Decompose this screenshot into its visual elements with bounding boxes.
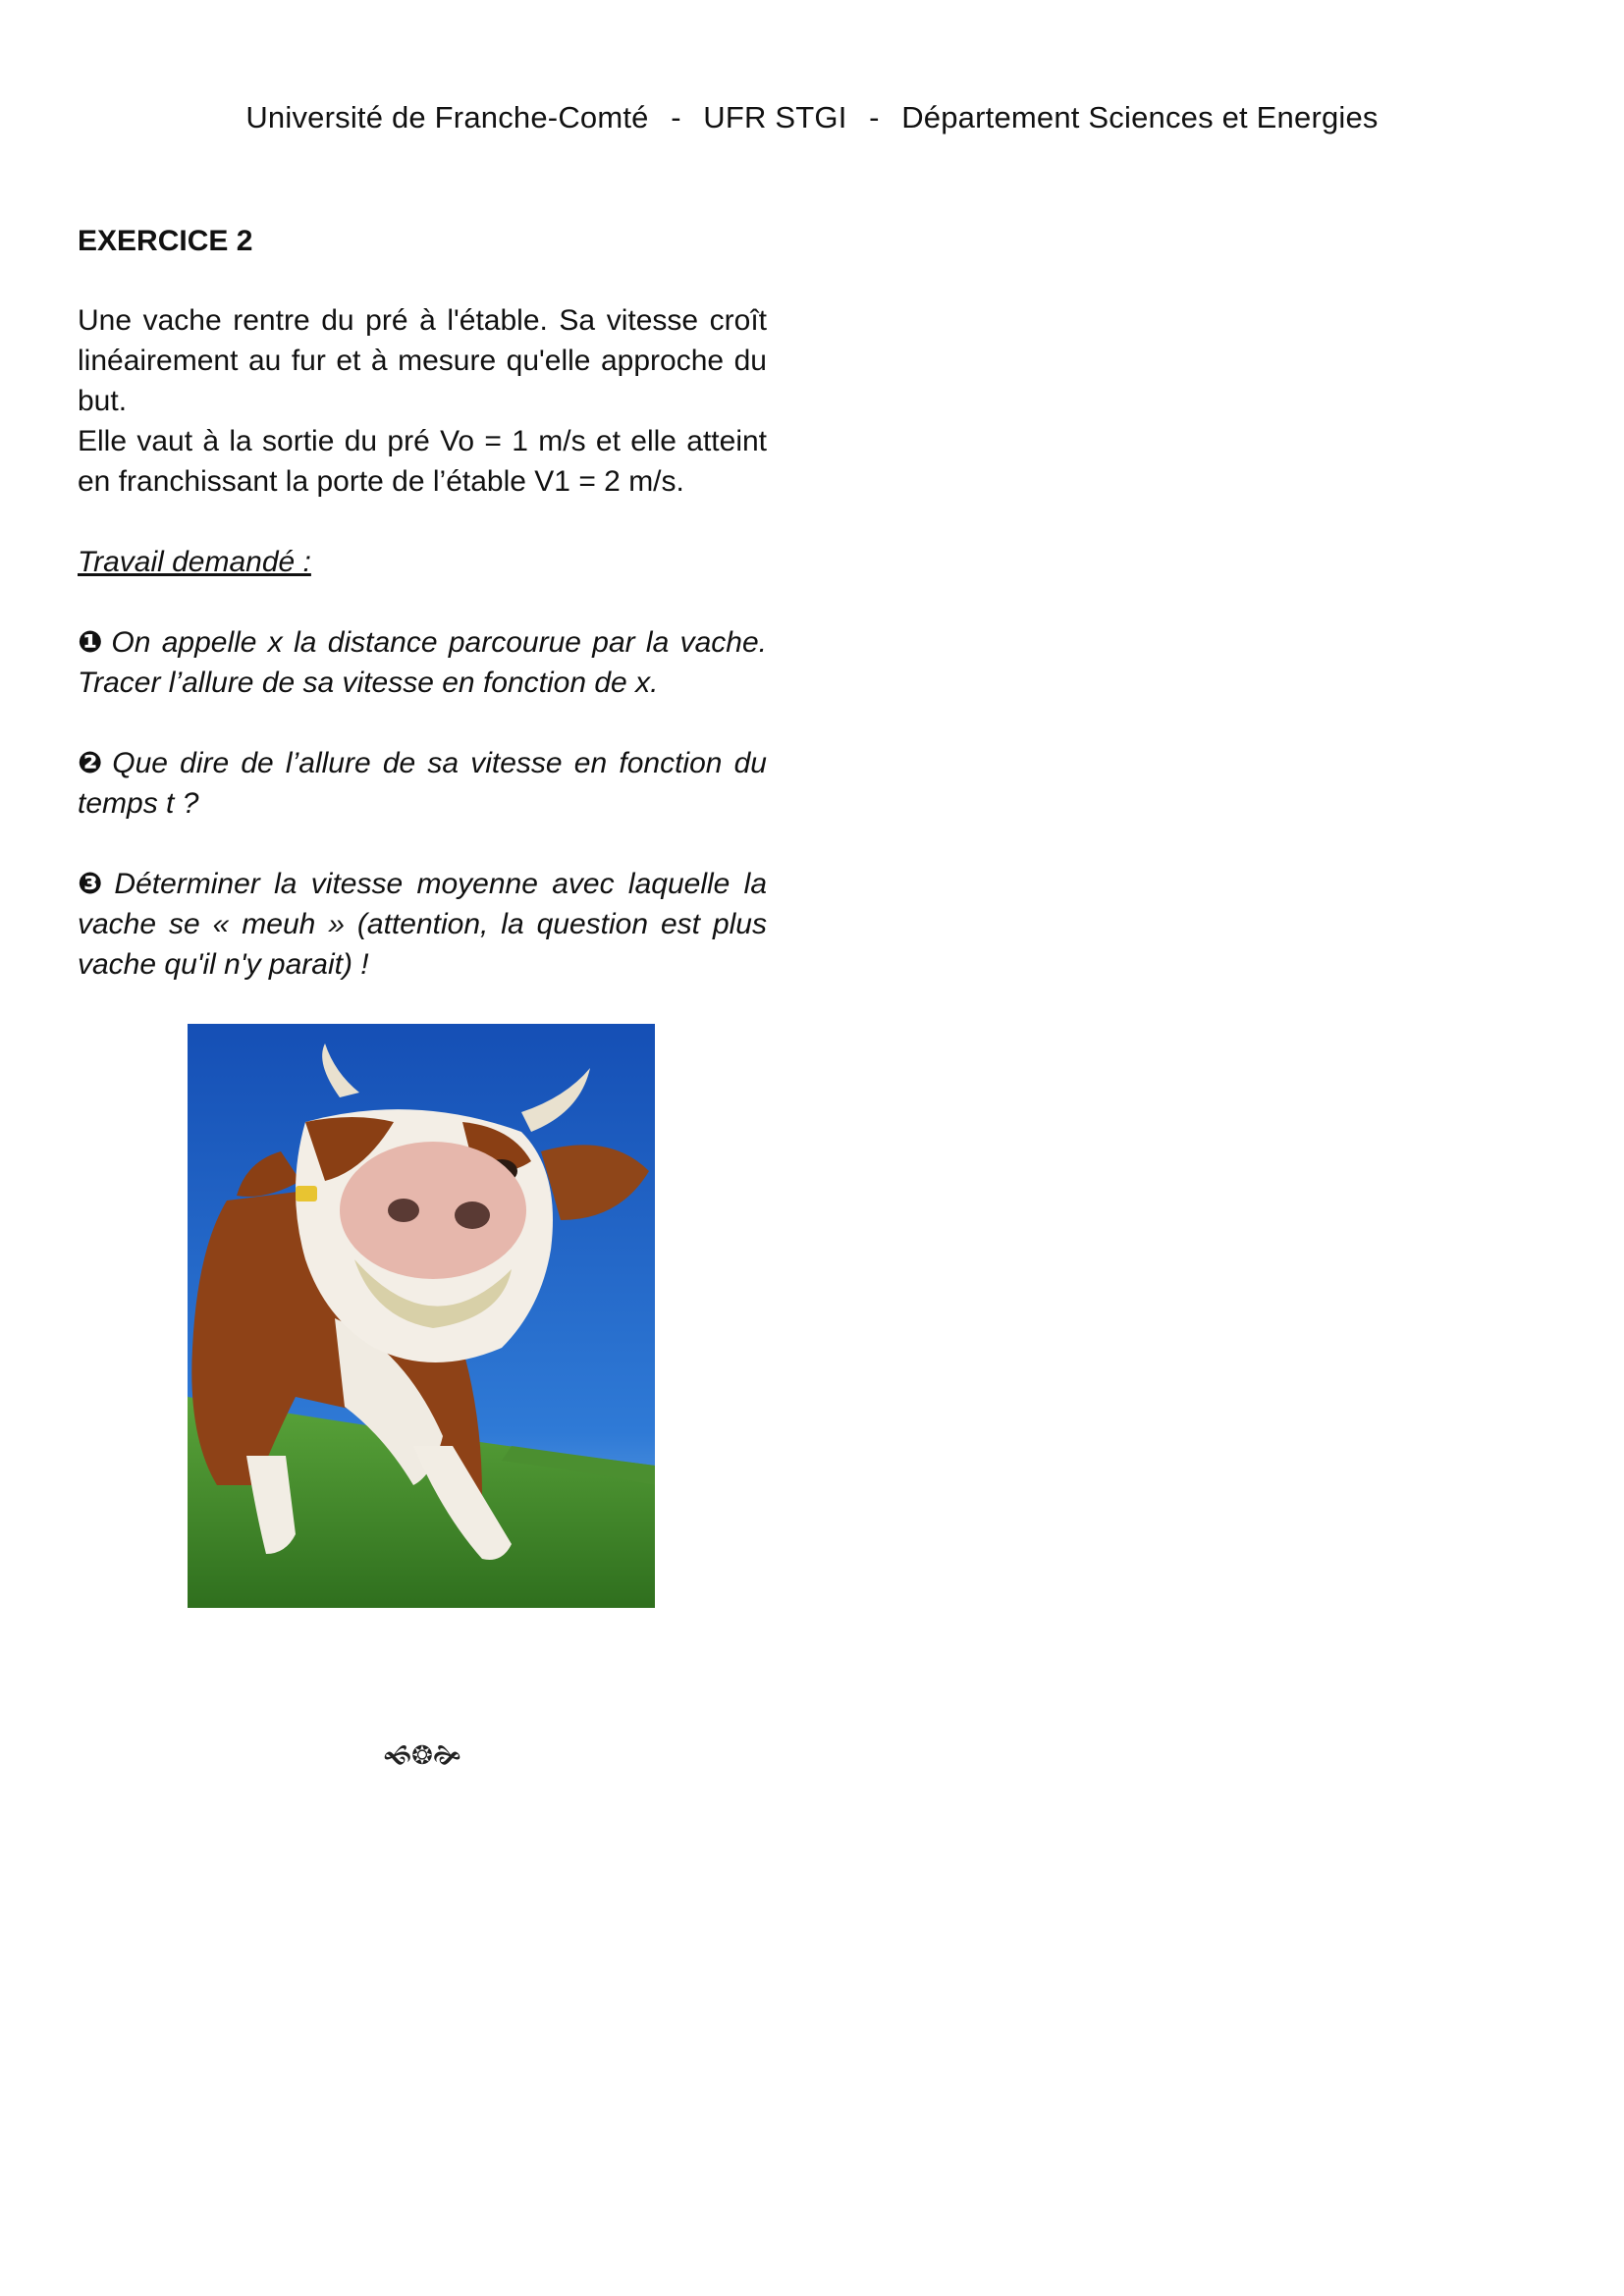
question-1 [78, 622, 767, 703]
question-number: ❶ [78, 626, 106, 659]
work-label: Travail demandé : [78, 546, 311, 578]
exercise-title: EXERCICE 2 [78, 225, 253, 257]
question-text: Que dire de l’allure de sa vitesse en fonction du temps t ? [78, 747, 767, 820]
exercise-paragraph-2: Elle vaut à la sortie du pré Vo = 1 m/s et elle atteint en franchissant la porte de l’étable V1 = 2 m/s. [78, 425, 767, 498]
cow-illustration [188, 1024, 655, 1608]
page-header [0, 100, 1624, 135]
header-university: Université de Franche-Comté [245, 100, 649, 134]
header-separator: - [671, 100, 681, 134]
header-department: Département Sciences et Energies [901, 100, 1379, 134]
question-number: ❸ [78, 868, 109, 900]
header-ufr: UFR STGI [703, 100, 847, 134]
question-text: On appelle x la distance parcourue par la vache. Tracer l’allure de sa vitesse en fonction de x. [78, 626, 767, 699]
header-separator: - [869, 100, 880, 134]
exercise-paragraph-1: Une vache rentre du pré à l'étable. Sa vitesse croît linéairement au fur et à mesure qu'elle approche du but. [78, 304, 767, 417]
ornament-divider: 🙜❂🙞 [383, 1740, 461, 1770]
cow-photo [188, 1024, 655, 1608]
question-number: ❷ [78, 747, 107, 779]
question-text: Déterminer la vitesse moyenne avec laquelle la vache se « meuh » (attention, la question est plus vache qu'il n'y parait) ! [78, 868, 768, 981]
question-3 [78, 864, 767, 985]
question-2 [78, 743, 767, 824]
